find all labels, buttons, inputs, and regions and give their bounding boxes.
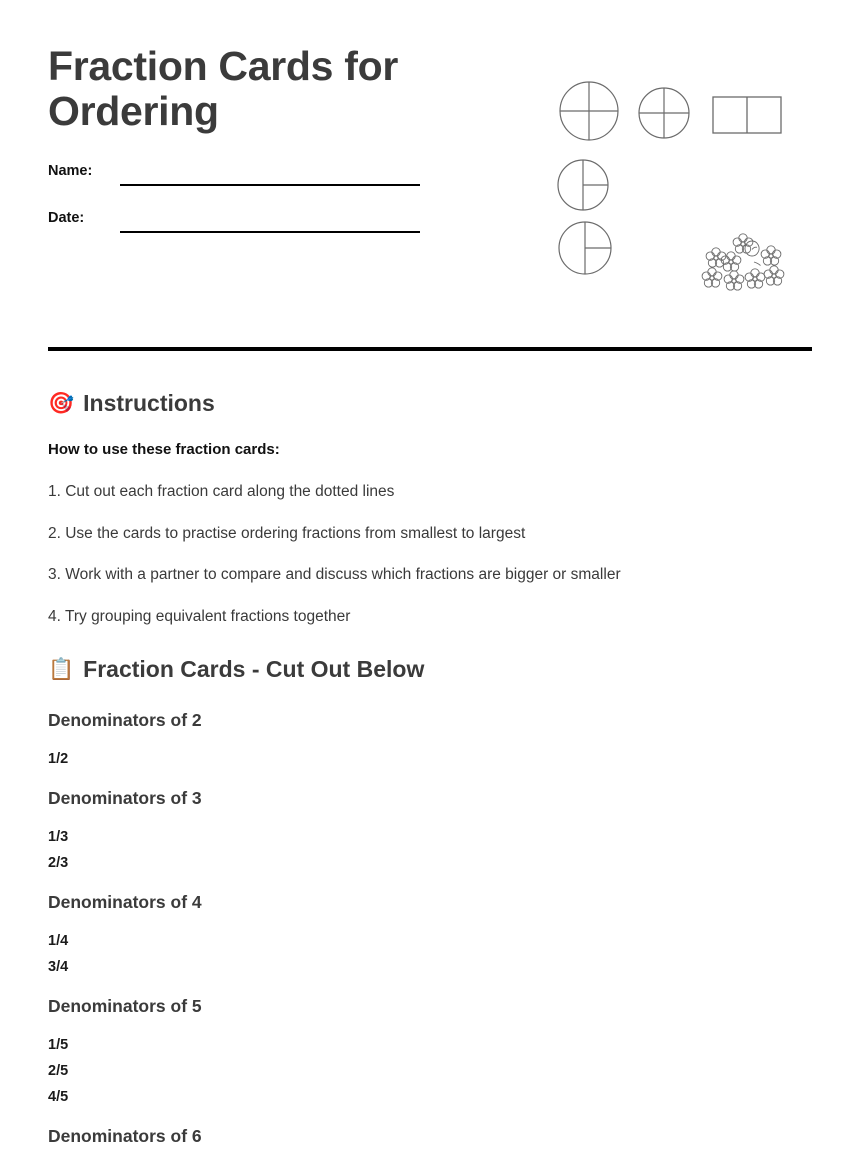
- fraction-card[interactable]: 1/2: [48, 751, 69, 767]
- fraction-cards-heading: [48, 656, 424, 683]
- fraction-group-denominators-3: [48, 788, 768, 876]
- clipboard-icon: 📋: [48, 658, 75, 681]
- fraction-group-denominators-5: [48, 996, 768, 1110]
- flower-cluster-icon: [696, 226, 792, 292]
- rectangle-halves-icon: [712, 96, 782, 134]
- group-title: Denominators of 6: [48, 1126, 202, 1146]
- fraction-card[interactable]: 3/4: [48, 959, 69, 975]
- header-divider-rule: [48, 347, 812, 351]
- fraction-card[interactable]: 4/5: [48, 1089, 69, 1105]
- name-field-label: Name:: [48, 163, 93, 179]
- date-field-row: [48, 210, 428, 240]
- group-title: Denominators of 4: [48, 892, 202, 912]
- fraction-group-denominators-2: [48, 710, 768, 772]
- date-field-label: Date:: [48, 210, 85, 226]
- group-title: Denominators of 3: [48, 788, 202, 808]
- fraction-group-denominators-4: [48, 892, 768, 980]
- fraction-cards-heading-label: Fraction Cards - Cut Out Below: [83, 656, 425, 682]
- name-field-writing-line[interactable]: [120, 184, 420, 186]
- instructions-lead-in: How to use these fraction cards:: [48, 441, 280, 458]
- fraction-card[interactable]: 1/3: [48, 829, 69, 845]
- fraction-card[interactable]: 2/5: [48, 1063, 69, 1079]
- date-field-writing-line[interactable]: [120, 231, 420, 233]
- instructions-heading-label: Instructions: [83, 390, 215, 416]
- instructions-step-list: [48, 482, 768, 648]
- fraction-card[interactable]: 2/3: [48, 855, 69, 871]
- page-title: Fraction Cards for Ordering: [48, 43, 398, 134]
- fraction-group-denominators-6: [48, 1126, 768, 1146]
- list-item: 4. Try grouping equivalent fractions together: [48, 607, 351, 625]
- circle-quarters-large-icon: [558, 80, 620, 142]
- name-field-row: [48, 163, 428, 193]
- group-title: Denominators of 5: [48, 996, 202, 1016]
- direct-hit-target-icon: 🎯: [48, 392, 75, 415]
- group-title: Denominators of 2: [48, 710, 202, 730]
- list-item: 3. Work with a partner to compare and discuss which fractions are bigger or smaller: [48, 566, 621, 583]
- fraction-card-groups: [48, 710, 768, 1160]
- decorative-fraction-shapes: [500, 30, 764, 290]
- fraction-card[interactable]: 1/5: [48, 1037, 69, 1053]
- circle-quarters-small-icon: [637, 86, 691, 140]
- circle-right-half-split-lower-icon: [557, 220, 613, 276]
- circle-right-half-split-upper-icon: [556, 158, 610, 212]
- list-item: 2. Use the cards to practise ordering fractions from smallest to largest: [48, 524, 526, 542]
- list-item: 1. Cut out each fraction card along the dotted lines: [48, 483, 395, 500]
- instructions-heading: [48, 390, 215, 417]
- fraction-card[interactable]: 1/4: [48, 933, 69, 949]
